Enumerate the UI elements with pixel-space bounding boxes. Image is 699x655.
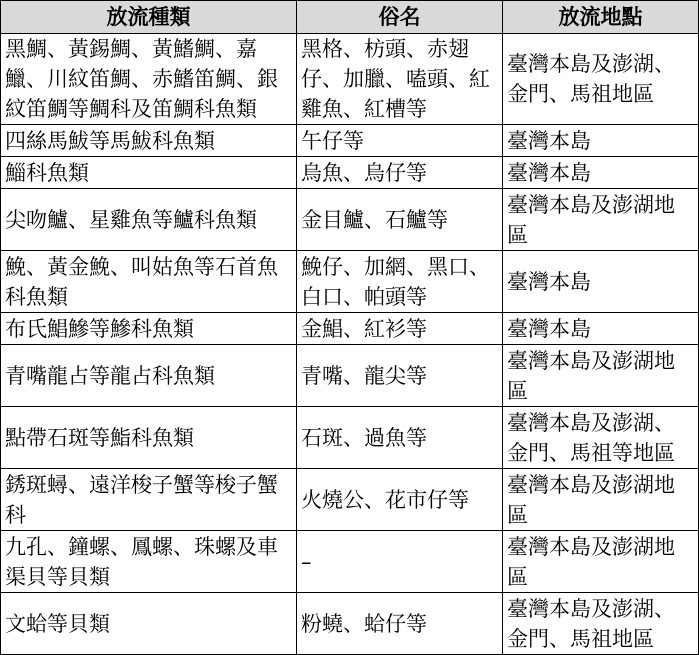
species-line: 青嘴龍占等龍占科魚類 [5,363,215,388]
table-header-row [1,1,699,34]
table-row [1,593,699,655]
common-name-line: 石斑、過魚等 [301,425,427,450]
location-line: 臺灣本島及澎湖、 [507,596,675,621]
species-line: 鱲、川紋笛鯛、赤鰭笛鯛、銀 [5,67,278,91]
table-row [1,157,699,189]
common-name-line: 火燒公、花市仔等 [301,487,469,512]
table-row [1,34,699,125]
common-name-line: 金鯧、紅衫等 [301,316,427,341]
table-row [1,531,699,593]
location-cell [503,125,699,157]
species-line: 科魚類 [5,284,68,309]
common-name-cell [297,593,503,655]
table-row [1,407,699,469]
species-cell [1,593,297,655]
location-line: 臺灣本島 [507,160,591,185]
species-line: 渠貝等貝類 [5,564,110,589]
common-name-line: 青嘴、龍尖等 [301,363,427,388]
common-name-cell [297,125,503,157]
common-name-cell [297,531,503,593]
table-row [1,313,699,345]
common-name-line: 金目鱸、石鱸等 [301,207,448,232]
table-row [1,251,699,313]
location-cell [503,469,699,531]
location-cell [503,251,699,313]
location-cell [503,593,699,655]
location-cell [503,531,699,593]
location-cell [503,345,699,407]
common-name-line: 白口、帕頭等 [301,284,427,309]
common-name-cell [297,407,503,469]
location-line: 區 [507,502,528,527]
species-cell [1,251,297,313]
species-cell [1,189,297,251]
location-line: 金門、馬祖地區 [507,82,654,106]
species-line: 銹斑蟳、遠洋梭子蟹等梭子蟹 [5,472,278,497]
common-name-cell [297,313,503,345]
species-cell [1,157,297,189]
species-line: 布氏鯧鰺等鰺科魚類 [5,316,194,341]
location-line: 臺灣本島 [507,128,591,153]
location-cell [503,407,699,469]
header-common-name: 俗名 [297,1,503,34]
location-cell [503,34,699,125]
species-cell [1,34,297,125]
species-cell [1,345,297,407]
species-line: 尖吻鱸、星雞魚等鱸科魚類 [5,207,257,232]
species-cell [1,407,297,469]
species-line: 四絲馬鮁等馬鮁科魚類 [5,128,215,153]
location-line: 金門、馬祖地區 [507,626,654,651]
location-cell [503,189,699,251]
species-line: 點帶石斑等鮨科魚類 [5,425,194,450]
location-line: 臺灣本島 [507,269,591,294]
species-cell [1,313,297,345]
location-line: 臺灣本島及澎湖地 [507,534,675,559]
location-line: 金門、馬祖等地區 [507,440,675,465]
location-line: 臺灣本島及澎湖、 [507,52,675,76]
common-name-line: 仔、加臘、嗑頭、紅 [301,67,490,91]
species-line: 科 [5,502,26,527]
species-line: 鯔科魚類 [5,160,89,185]
header-location: 放流地點 [503,1,699,34]
location-line: 臺灣本島及澎湖地 [507,472,675,497]
location-line: 區 [507,222,528,247]
table-row [1,189,699,251]
species-cell [1,125,297,157]
location-line: 臺灣本島及澎湖地 [507,192,675,217]
common-name-cell [297,189,503,251]
common-name-line: 午仔等 [301,128,364,153]
species-line: 文蛤等貝類 [5,611,110,636]
common-name-line: – [301,549,312,574]
common-name-line: 烏魚、烏仔等 [301,160,427,185]
location-cell [503,313,699,345]
common-name-cell [297,34,503,125]
common-name-line: 雞魚、紅槽等 [301,97,427,121]
location-line: 臺灣本島及澎湖地 [507,348,675,373]
species-cell [1,469,297,531]
common-name-cell [297,251,503,313]
species-line: 鮸、黃金鮸、叫姑魚等石首魚 [5,254,278,279]
location-line: 臺灣本島及澎湖、 [507,410,675,435]
location-line: 區 [507,378,528,403]
species-line: 紋笛鯛等鯛科及笛鯛科魚類 [5,97,257,121]
location-line: 臺灣本島 [507,316,591,341]
location-cell [503,157,699,189]
species-line: 九孔、鐘螺、鳳螺、珠螺及車 [5,534,278,559]
common-name-cell [297,345,503,407]
common-name-line: 鮸仔、加網、黑口、 [301,254,490,279]
header-species: 放流種類 [1,1,297,34]
species-cell [1,531,297,593]
table-row [1,345,699,407]
location-line: 區 [507,564,528,589]
species-line: 黑鯛、黃錫鯛、黃鰭鯛、嘉 [5,37,257,61]
common-name-line: 黑格、枋頭、赤翅 [301,37,469,61]
common-name-line: 粉蟯、蛤仔等 [301,611,427,636]
table-row [1,469,699,531]
common-name-cell [297,157,503,189]
table-row [1,125,699,157]
common-name-cell [297,469,503,531]
